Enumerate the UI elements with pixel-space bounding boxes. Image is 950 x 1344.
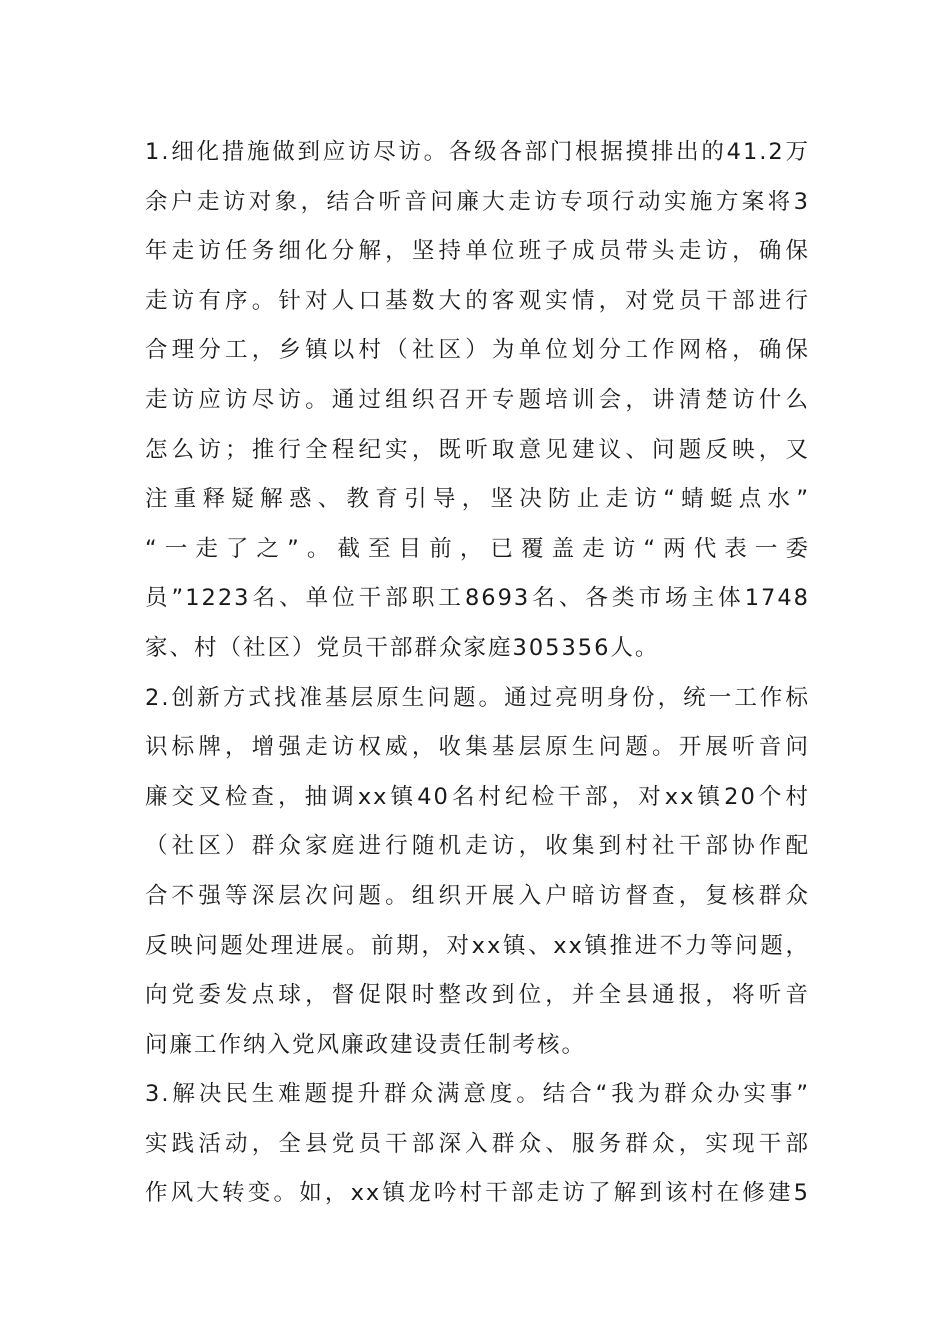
paragraph-3 — [145, 1070, 810, 1219]
text-line: 问廉工作纳入党风廉政建设责任制考核。 — [145, 1031, 587, 1058]
text-line: 向党委发点球，督促限时整改到位，并全县通报，将听音 — [145, 982, 810, 1009]
text-line: （社区）群众家庭进行随机走访，收集到村社干部协作配 — [145, 833, 810, 860]
text-line: 2.创新方式找准基层原生问题。通过亮明身份，统一工作标 — [145, 684, 810, 711]
paragraph-1 — [145, 128, 810, 674]
text-line: 3.解决民生难题提升群众满意度。结合“我为群众办实事” — [145, 1081, 810, 1108]
text-line: 作风大转变。如，xx镇龙吟村干部走访了解到该村在修建5 — [145, 1180, 810, 1207]
text-line: 合不强等深层次问题。组织开展入户暗访督查，复核群众 — [145, 882, 810, 909]
text-line: 员”1223名、单位干部职工8693名、各类市场主体1748 — [145, 585, 810, 612]
paragraph-2 — [145, 674, 810, 1071]
text-line: 识标牌，增强走访权威，收集基层原生问题。开展听音问 — [145, 734, 810, 761]
text-line: 反映问题处理进展。前期，对xx镇、xx镇推进不力等问题， — [145, 932, 810, 959]
text-line: 家、村（社区）党员干部群众家庭305356人。 — [145, 634, 660, 661]
text-line: 走访应访尽访。通过组织召开专题培训会，讲清楚访什么 — [145, 386, 810, 413]
text-line: 1.细化措施做到应访尽访。各级各部门根据摸排出的41.2万 — [145, 139, 810, 165]
text-line: 年走访任务细化分解，坚持单位班子成员带头走访，确保 — [145, 238, 810, 265]
text-line: 怎么访；推行全程纪实，既听取意见建议、问题反映，又 — [145, 436, 810, 463]
text-line: 合理分工，乡镇以村（社区）为单位划分工作网格，确保 — [145, 337, 810, 364]
document-body — [145, 128, 810, 1219]
text-line: “一走了之”。截至目前，已覆盖走访“两代表一委 — [145, 535, 810, 562]
text-line: 余户走访对象，结合听音问廉大走访专项行动实施方案将3 — [145, 188, 810, 215]
text-line: 走访有序。针对人口基数大的客观实情，对党员干部进行 — [145, 287, 810, 314]
text-line: 注重释疑解惑、教育引导，坚决防止走访“蜻蜓点水” — [145, 486, 810, 513]
text-line: 廉交叉检查，抽调xx镇40名村纪检干部，对xx镇20个村 — [145, 783, 810, 810]
text-line: 实践活动，全县党员干部深入群众、服务群众，实现干部 — [145, 1130, 810, 1157]
